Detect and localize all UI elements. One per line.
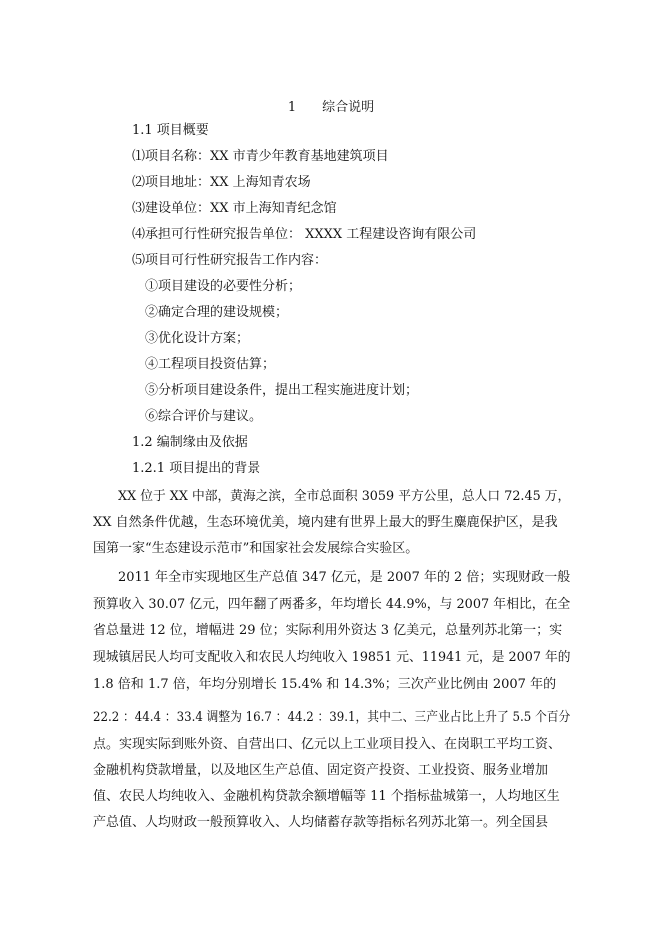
- subsection-title-1-1: 1.1 项目概要: [132, 123, 209, 138]
- subsection-title-1-2-1: 1.2.1 项目提出的背景: [132, 461, 261, 476]
- subsection-title-1-2: 1.2 编制缘由及依据: [132, 435, 248, 450]
- paragraph-line: 1.8 倍和 1.7 倍，年均分别增长 15.4% 和 14.3%；三次产业比例由 2007 年的: [93, 677, 557, 692]
- paragraph-line: 现城镇居民人均可支配收入和农民人均纯收入 19851 元、11941 元，是 2007 年的: [93, 650, 571, 665]
- paragraph-line: 国第一家“生态建设示范市”和国家社会发展综合实验区。: [93, 541, 419, 556]
- list-item: ⑷承担可行性研究报告单位： XXXX 工程建设咨询有限公司: [132, 227, 477, 242]
- list-item: ⑵项目地址：XX 上海知青农场: [132, 175, 311, 190]
- section-heading: 1 综合说明: [287, 100, 375, 115]
- paragraph-line: 值、农民人均纯收入、金融机构贷款余额增幅等 11 个指标盐城第一，人均地区生: [93, 789, 560, 804]
- paragraph-line: XX 自然条件优越，生态环境优美，境内建有世界上最大的野生麋鹿保护区，是我: [93, 515, 558, 530]
- list-item: ⑶建设单位：XX 市上海知青纪念馆: [132, 201, 337, 216]
- sub-list-item: ③优化设计方案；: [145, 331, 250, 346]
- paragraph-line: 2011 年全市实现地区生产总值 347 亿元，是 2007 年的 2 倍；实现财政一般: [118, 570, 571, 585]
- sub-list-item: ⑥综合评价与建议。: [145, 409, 263, 424]
- list-item: ⑸项目可行性研究报告工作内容：: [132, 253, 328, 268]
- paragraph-line: 产总值、人均财政一般预算收入、人均储蓄存款等指标名列苏北第一。列全国县: [93, 815, 549, 830]
- list-item: ⑴项目名称：XX 市青少年教育基地建筑项目: [132, 149, 389, 164]
- paragraph-line: 预算收入 30.07 亿元，四年翻了两番多，年均增长 44.9%，与 2007 年相比，在全: [93, 597, 571, 612]
- sub-list-item: ⑤分析项目建设条件，提出工程实施进度计划；: [145, 383, 419, 398]
- paragraph-line: 22.2 ：44.4 ：33.4 调整为 16.7 ：44.2 ：39.1，其中二、三产业占比上升了 5.5 个百分: [93, 710, 571, 725]
- paragraph-line: 点。实现实际到账外资、自营出口、亿元以上工业项目投入、在岗职工平均工资、: [93, 737, 562, 752]
- paragraph-line: 省总量进 12 位，增幅进 29 位；实际利用外资达 3 亿美元，总量列苏北第一；实: [93, 623, 563, 638]
- paragraph-line: XX 位于 XX 中部，黄海之滨，全市总面积 3059 平方公里，总人口 72.45 万，: [118, 489, 571, 504]
- sub-list-item: ④工程项目投资估算；: [145, 357, 276, 372]
- sub-list-item: ①项目建设的必要性分析；: [145, 279, 302, 294]
- paragraph-line: 金融机构贷款增量，以及地区生产总值、固定资产投资、工业投资、服务业增加: [93, 763, 549, 778]
- sub-list-item: ②确定合理的建设规模；: [145, 305, 289, 320]
